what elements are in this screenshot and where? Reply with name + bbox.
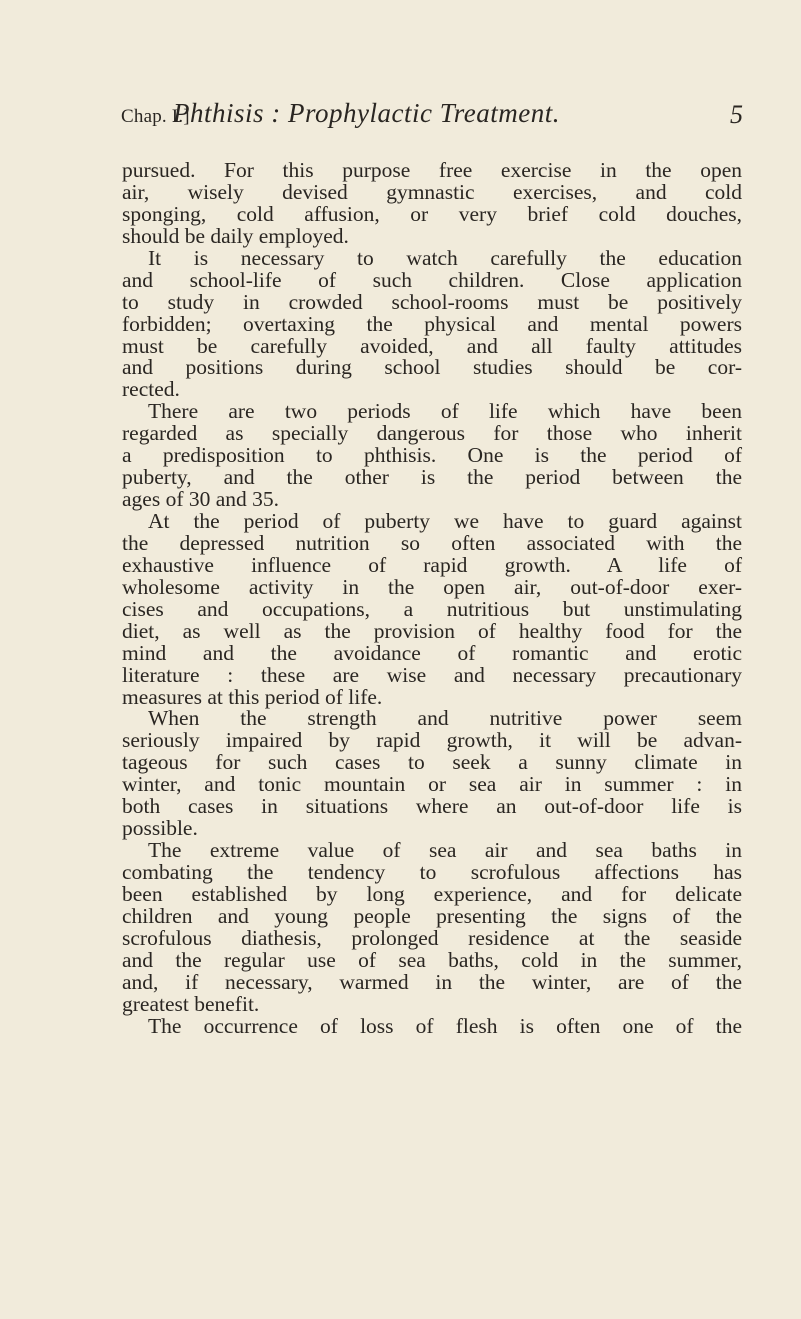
text-line: exhaustive influence of rapid growth. A life of	[122, 552, 742, 577]
text-line: greatest benefit.	[122, 991, 260, 1016]
text-line: It is necessary to watch carefully the education	[148, 245, 742, 270]
text-line: pursued. For this purpose free exercise in the open	[122, 158, 742, 182]
text-line: puberty, and the other is the period between the	[122, 465, 742, 490]
page-number: 5	[730, 100, 743, 129]
text-line: seriously impaired by rapid growth, it will be advan-	[122, 728, 742, 753]
text-line: and school-life of such children. Close application	[122, 267, 742, 292]
chapter-label: Chap. I.]	[121, 106, 190, 127]
text-line: ages of 30 and 35.	[122, 487, 280, 512]
text-line: tageous for such cases to seek a sunny climate in	[122, 750, 742, 775]
text-line: mind and the avoidance of romantic and erotic	[122, 640, 742, 665]
text-line: At the period of puberty we have to guard against	[148, 509, 742, 533]
text-line: forbidden; overtaxing the physical and mental powers	[122, 311, 742, 336]
text-line: must be carefully avoided, and all faulty attitudes	[122, 333, 742, 358]
text-line: the depressed nutrition so often associated with the	[122, 530, 742, 555]
text-line: When the strength and nutritive power seem	[148, 706, 742, 731]
text-line: to study in crowded school-rooms must be positively	[122, 289, 742, 314]
text-line: There are two periods of life which have been	[148, 399, 742, 424]
text-line: rected.	[122, 377, 180, 402]
text-line: wholesome activity in the open air, out-of-door exer-	[122, 574, 742, 599]
text-line: and positions during school studies should be cor-	[122, 355, 742, 380]
text-line: winter, and tonic mountain or sea air in summer : in	[122, 772, 742, 797]
running-header	[121, 98, 741, 132]
text-line: been established by long experience, and for delicate	[122, 881, 742, 906]
text-line: should be daily employed.	[122, 223, 349, 248]
text-line: literature : these are wise and necessary precautionary	[122, 662, 742, 687]
text-line: scrofulous diathesis, prolonged residence at the seaside	[122, 925, 742, 950]
text-line: combating the tendency to scrofulous affections has	[122, 860, 742, 884]
text-line: regarded as specially dangerous for those who inherit	[122, 421, 742, 446]
text-line: possible.	[122, 816, 198, 841]
text-line: diet, as well as the provision of healthy food for the	[122, 618, 742, 643]
text-line: sponging, cold affusion, or very brief cold douches,	[122, 201, 742, 226]
text-line: and, if necessary, warmed in the winter, are of the	[122, 969, 742, 994]
text-line: a predisposition to phthisis. One is the period of	[122, 443, 742, 468]
text-line: both cases in situations where an out-of-door life is	[122, 794, 742, 819]
text-line: and the regular use of sea baths, cold in the summer,	[122, 947, 742, 972]
text-line: The occurrence of loss of flesh is often one of the	[148, 1013, 742, 1038]
text-line: children and young people presenting the signs of the	[122, 903, 742, 928]
text-line: cises and occupations, a nutritious but unstimulating	[122, 596, 742, 621]
text-line: air, wisely devised gymnastic exercises, and cold	[122, 179, 742, 204]
body-text	[122, 160, 742, 1038]
text-line: measures at this period of life.	[122, 684, 383, 709]
text-line: The extreme value of sea air and sea baths in	[148, 838, 742, 863]
running-title: Phthisis : Prophylactic Treatment.	[173, 98, 560, 128]
